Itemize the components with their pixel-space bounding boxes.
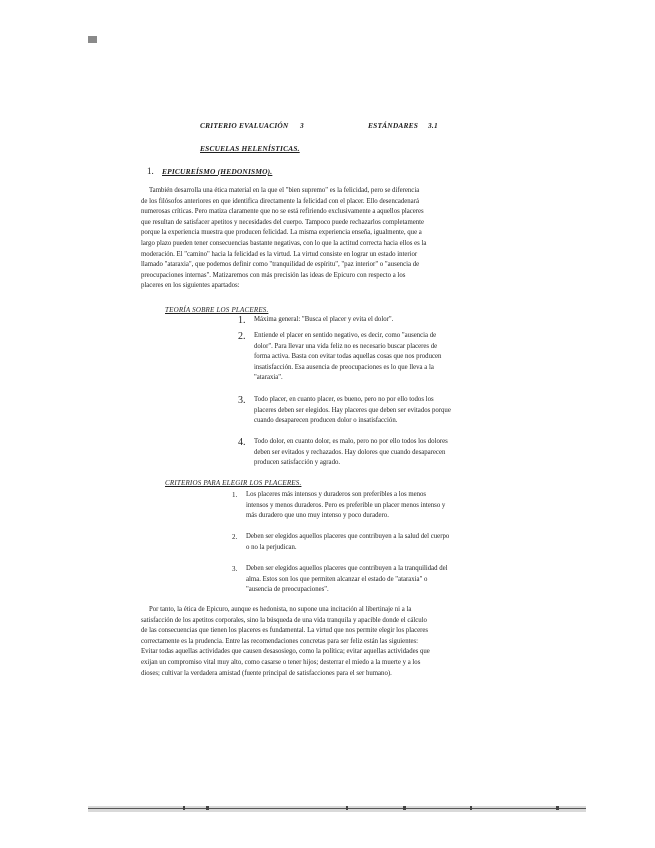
criterios-item-line: Deben ser elegidos aquellos placeres que contribuyen a la tranquilidad del [246,565,448,572]
intro-line: preocupaciones internas". Matizaremos con más precisión las ideas de Epicuro con respecto a los [141,271,406,279]
scan-speck [556,806,559,810]
section-number: 1. [147,166,154,176]
teoria-item-text [254,331,554,384]
criterios-item-text [246,490,546,522]
intro-line: numerosas críticas. Pero matiza claramente que no se está refiriendo exclusivamente a aquellos placeres [141,208,424,216]
scan-speck [346,806,348,810]
teoria-item-number: 3. [238,395,246,406]
intro-line: que resultan de satisfacer apetitos y necesidades del cuerpo. Tampoco puede rechazarlos completamente [141,218,425,226]
criterios-item-number: 3. [232,565,238,573]
criterios-item-line: "ausencia de preocupaciones". [246,586,329,594]
criterios-item-line: Los placeres más intensos y duraderos son preferibles a los menos [246,491,427,498]
intro-line: porque la experiencia muestra que producen felicidad. La misma experiencia enseña, igualmente, que a [141,229,422,237]
criterios-heading: CRITERIOS PARA ELEGIR LOS PLACERES. [165,479,302,487]
criterios-item-line: o no la perjudican. [246,543,297,551]
teoria-item-line: insatisfacción. Esa ausencia de preocupaciones es lo que lleva a la [254,363,434,371]
criterios-item-text [246,532,546,553]
intro-line: de los filósofos anteriores en que identifica directamente la felicidad con el placer. Ello desencadenará [141,197,419,205]
conclusion-line: Evitar todas aquellas actividades que causen desasosiego, como la política; evitar aquellas actividades que [141,648,430,656]
teoria-item-number: 2. [238,331,246,342]
teoria-item-line: placeres deben ser elegidos. Hay placeres que deben ser evitados porque [254,406,451,414]
criterios-item-line: más duradero que uno muy intenso y poco duradero. [246,512,389,520]
teoria-item-line: forma activa. Basta con evitar todas aquellas cosas que nos producen [254,353,442,361]
conclusion-line: Por tanto, la ética de Epicuro, aunque es hedonista, no supone una incitación al libertinaje ni a la [149,606,412,613]
estandares-number: 3.1 [428,121,438,130]
criterio-number: 3 [300,121,304,130]
teoria-item-line: deben ser evitados y rechazados. Hay dolores que cuando desaparecen [254,448,446,456]
scan-speck [206,806,209,810]
teoria-heading: TEORÍA SOBRE LOS PLACERES. [165,306,269,314]
teoria-item-line: Todo placer, en cuanto placer, es bueno, pero no por ello todos los [254,396,434,403]
criterios-item-line: intensos y menos duraderos. Pero es preferible un placer menos intenso y [246,501,446,509]
criterios-item-number: 2. [232,533,238,541]
scan-bottom-strip [88,806,586,812]
teoria-item-text [254,395,554,427]
scan-artifact-mark [88,36,97,43]
teoria-item-line: Todo dolor, en cuanto dolor, es malo, pero no por ello todos los dolores [254,438,448,445]
teoria-item-text [254,315,534,326]
teoria-item-line: Máxima general: "Busca el placer y evita el dolor". [254,316,394,323]
criterios-item-line: alma. Estos son los que permiten alcanzar el estado de "ataraxia" o [246,575,428,583]
criterios-item-line: Deben ser elegidos aquellos placeres que contribuyen a la salud del cuerpo [246,533,450,540]
teoria-item-text [254,437,554,469]
criterio-label: CRITERIO EVALUACIÓN [200,121,289,130]
scan-speck [183,806,185,810]
intro-line: largo plazo pueden tener consecuencias bastante negativas, con lo que la actitud correcta hacia ellos es la [141,239,427,247]
criterios-item-text [246,564,546,596]
teoria-item-line: cuando desaparecen producen dolor o insatisfacción. [254,417,398,425]
scan-speck [403,806,406,810]
teoria-item-line: "ataraxia". [254,374,283,382]
intro-line: moderación. El "camino" hacia la felicidad es la virtud. La virtud consiste en lograr un estado interior [141,250,418,258]
conclusion-line: dioses; cultivar la verdadera amistad (fuente principal de satisfacciones para el ser humano). [141,669,392,677]
intro-line: También desarrolla una ética material en la que el "bien supremo" es la felicidad, pero se diferencia [149,187,420,194]
teoria-item-number: 1. [238,315,246,326]
conclusion-line: exijan un compromiso vital muy alto, como casarse o tener hijos; desterrar el miedo a la muerte y a los [141,658,421,666]
teoria-item-line: producen satisfacción y agrado. [254,459,341,467]
page-title: ESCUELAS HELENÍSTICAS. [200,144,300,153]
intro-line: llamado "ataraxia", que podemos definir como "tranquilidad de espíritu", "paz interior" o "ausencia de [141,261,420,269]
teoria-item-line: Entiende el placer en sentido negativo, es decir, como "ausencia de [254,332,437,339]
criterios-item-number: 1. [232,491,238,499]
scan-speck [470,806,472,810]
intro-paragraph [141,186,547,292]
section-heading: EPICUREÍSMO (HEDONISMO). [162,167,273,176]
conclusion-paragraph [141,605,547,679]
estandares-label: ESTÁNDARES [368,121,419,130]
conclusion-line: satisfacción de los apetitos corporales, sino la búsqueda de una vida tranquila y apacible donde el cálculo [141,616,427,624]
teoria-item-number: 4. [238,437,246,448]
intro-line: placeres en los siguientes apartados: [141,282,240,290]
conclusion-line: correctamente es la prudencia. Entre las recomendaciones concretas para ser feliz están las siguientes: [141,637,419,645]
scan-bottom-line [88,808,586,809]
conclusion-line: de las consecuencias que tienen los placeres es fundamental. La virtud que nos permite elegir los placeres [141,627,429,635]
teoria-item-line: dolor". Para llevar una vida feliz no es necesario buscar placeres de [254,342,438,350]
